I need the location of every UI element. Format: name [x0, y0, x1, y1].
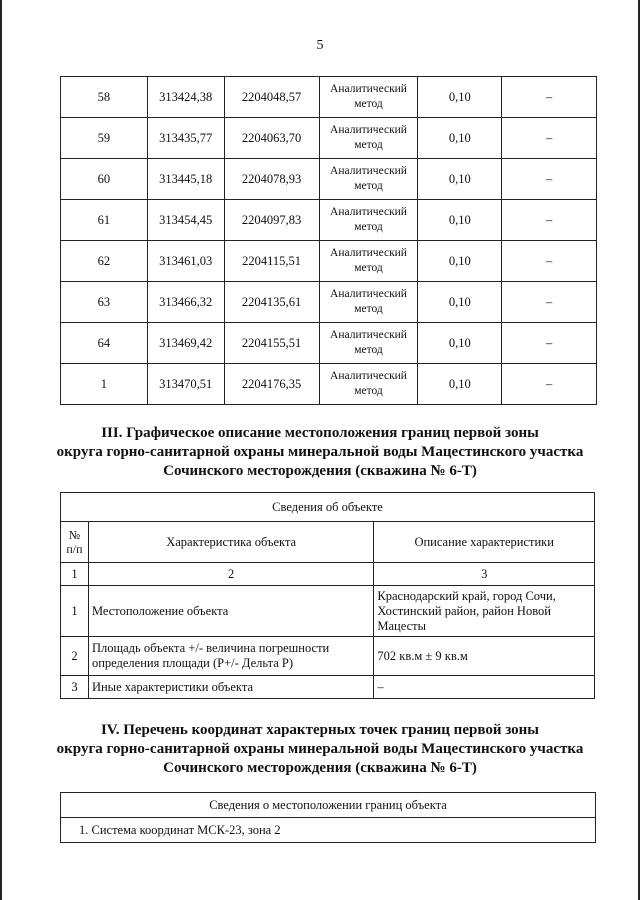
method-line: Аналитический [330, 370, 407, 382]
object-info-table [60, 492, 595, 699]
table-row [61, 323, 597, 364]
table-numbering-row [61, 563, 595, 586]
table-row [61, 676, 595, 699]
row-number: 1 [61, 586, 89, 637]
column-header-number-line2: п/п [66, 542, 83, 556]
note-cell: – [502, 200, 597, 241]
method-line: Аналитический [330, 329, 407, 341]
object-info-title: Сведения об объекте [61, 493, 595, 522]
point-number-cell: 58 [61, 77, 148, 118]
y-coordinate-cell: 2204115,51 [224, 241, 319, 282]
point-number-cell: 62 [61, 241, 148, 282]
y-coordinate-cell: 2204176,35 [224, 364, 319, 405]
y-coordinate-cell: 2204048,57 [224, 77, 319, 118]
method-line: метод [354, 344, 383, 356]
y-coordinate-cell: 2204097,83 [224, 200, 319, 241]
description-cell [374, 586, 595, 637]
table-title-row [61, 793, 596, 818]
row-number: 3 [61, 676, 89, 699]
method-line: метод [354, 139, 383, 151]
x-coordinate-cell: 313435,77 [147, 118, 224, 159]
method-line: Аналитический [330, 288, 407, 300]
coordinates-table-body [61, 77, 597, 405]
note-cell: – [502, 323, 597, 364]
page-number: 5 [316, 38, 324, 53]
section-4-heading-line2: округа горно-санитарной охраны минеральной воды Мацестинского участка [56, 741, 584, 757]
method-line: метод [354, 262, 383, 274]
note-cell: – [502, 364, 597, 405]
section-3-heading-line1: III. Графическое описание местоположения границ первой зоны [101, 425, 539, 441]
x-coordinate-cell: 313469,42 [147, 323, 224, 364]
method-line: Аналитический [330, 83, 407, 95]
accuracy-cell: 0,10 [418, 159, 502, 200]
column-number-3: 3 [374, 563, 595, 586]
section-3-heading-line2: округа горно-санитарной охраны минеральной воды Мацестинского участка [56, 444, 584, 460]
method-line: метод [354, 180, 383, 192]
table-row [61, 637, 595, 676]
description-line: Краснодарский край, город Сочи, [377, 588, 556, 603]
column-number-1: 1 [61, 563, 89, 586]
method-cell [319, 77, 418, 118]
x-coordinate-cell: 313454,45 [147, 200, 224, 241]
x-coordinate-cell: 313445,18 [147, 159, 224, 200]
point-number-cell: 63 [61, 282, 148, 323]
characteristic-cell [88, 637, 373, 676]
table-row [61, 586, 595, 637]
method-cell [319, 118, 418, 159]
method-line: метод [354, 385, 383, 397]
note-cell: – [502, 241, 597, 282]
table-row [61, 818, 596, 843]
column-header-characteristic: Характеристика объекта [88, 522, 373, 563]
accuracy-cell: 0,10 [418, 323, 502, 364]
note-cell: – [502, 282, 597, 323]
characteristic-line: определения площади (Р+/- Дельта Р) [91, 656, 294, 670]
accuracy-cell: 0,10 [418, 77, 502, 118]
note-cell: – [502, 159, 597, 200]
method-line: метод [354, 98, 383, 110]
section-3-heading [40, 424, 600, 481]
accuracy-cell: 0,10 [418, 241, 502, 282]
characteristic-line: Площадь объекта +/- величина погрешности [91, 641, 330, 655]
section-4-heading [40, 721, 600, 778]
method-cell [319, 364, 418, 405]
column-header-description: Описание характеристики [374, 522, 595, 563]
accuracy-cell: 0,10 [418, 200, 502, 241]
point-number-cell: 1 [61, 364, 148, 405]
table-header-row [61, 522, 595, 563]
table-row [61, 77, 597, 118]
x-coordinate-cell: 313470,51 [147, 364, 224, 405]
note-cell: – [502, 118, 597, 159]
accuracy-cell: 0,10 [418, 282, 502, 323]
point-number-cell: 60 [61, 159, 148, 200]
description-cell: 702 кв.м ± 9 кв.м [374, 637, 595, 676]
x-coordinate-cell: 313461,03 [147, 241, 224, 282]
column-number-2: 2 [88, 563, 373, 586]
location-table [60, 792, 596, 843]
accuracy-cell: 0,10 [418, 118, 502, 159]
coordinate-system: 1. Система координат МСК-23, зона 2 [61, 818, 596, 843]
method-cell [319, 200, 418, 241]
table-title-row [61, 493, 595, 522]
point-number-cell: 64 [61, 323, 148, 364]
table-row [61, 200, 597, 241]
method-line: Аналитический [330, 124, 407, 136]
x-coordinate-cell: 313466,32 [147, 282, 224, 323]
y-coordinate-cell: 2204078,93 [224, 159, 319, 200]
table-row [61, 118, 597, 159]
section-4-heading-line1: IV. Перечень координат характерных точек границ первой зоны [100, 722, 540, 738]
accuracy-cell: 0,10 [418, 364, 502, 405]
method-line: Аналитический [330, 206, 407, 218]
point-number-cell: 59 [61, 118, 148, 159]
y-coordinate-cell: 2204135,61 [224, 282, 319, 323]
coordinates-table [60, 76, 597, 405]
location-table-title: Сведения о местоположении границ объекта [61, 793, 596, 818]
y-coordinate-cell: 2204063,70 [224, 118, 319, 159]
method-cell [319, 159, 418, 200]
table-row [61, 282, 597, 323]
section-3-heading-line3: Сочинского месторождения (скважина № 6-Т) [163, 463, 477, 479]
page-edge-left [0, 0, 2, 900]
method-cell [319, 241, 418, 282]
y-coordinate-cell: 2204155,51 [224, 323, 319, 364]
row-number: 2 [61, 637, 89, 676]
table-row [61, 241, 597, 282]
column-header-number [61, 522, 89, 563]
table-row [61, 364, 597, 405]
characteristic-cell: Иные характеристики объекта [88, 676, 373, 699]
table-row [61, 159, 597, 200]
method-line: метод [354, 303, 383, 315]
method-line: метод [354, 221, 383, 233]
section-4-heading-line3: Сочинского месторождения (скважина № 6-Т) [163, 760, 477, 776]
method-cell [319, 323, 418, 364]
method-line: Аналитический [330, 165, 407, 177]
point-number-cell: 61 [61, 200, 148, 241]
characteristic-cell: Местоположение объекта [88, 586, 373, 637]
method-line: Аналитический [330, 247, 407, 259]
column-header-number-line1: № [68, 528, 81, 542]
description-cell: – [374, 676, 595, 699]
method-cell [319, 282, 418, 323]
note-cell: – [502, 77, 597, 118]
x-coordinate-cell: 313424,38 [147, 77, 224, 118]
description-line: Хостинский район, район Новой [377, 603, 551, 618]
description-line: Мацесты [377, 618, 427, 633]
